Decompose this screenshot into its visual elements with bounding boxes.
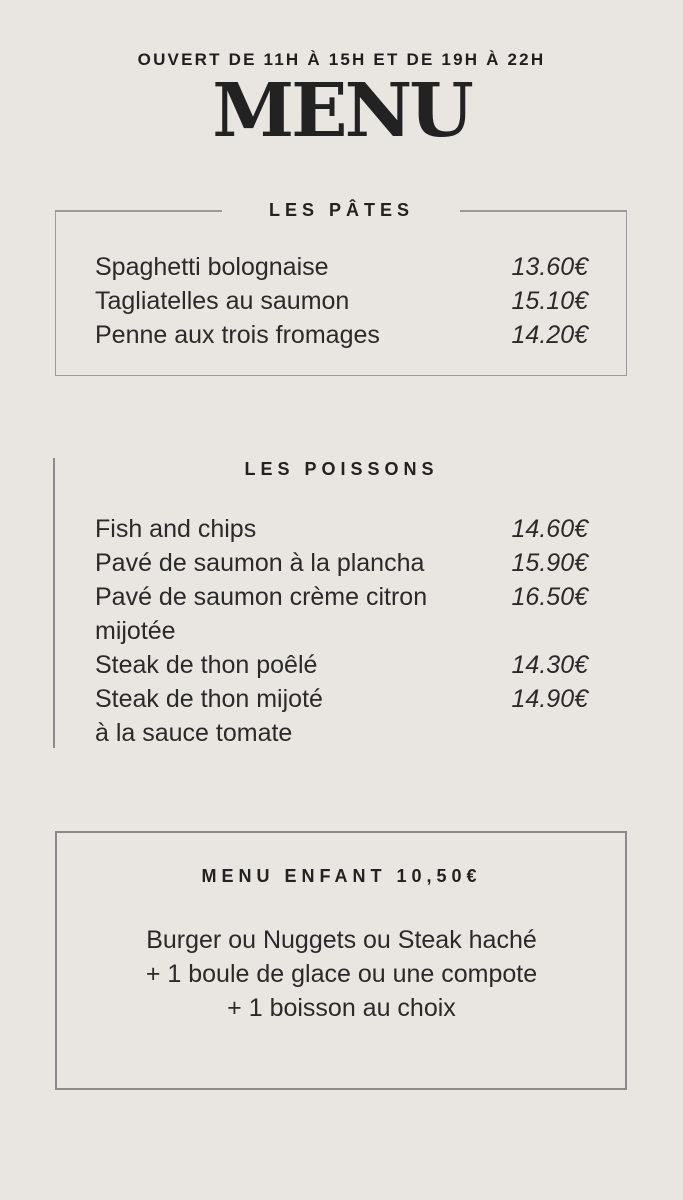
pates-heading: LES PÂTES [268,200,415,220]
poissons-side-rule [53,458,55,748]
menu-item-name: Tagliatelles au saumon [95,287,350,315]
menu-item-name: Pavé de saumon crème citron [95,583,428,611]
menu-item-name: Penne aux trois fromages [95,321,380,349]
poissons-heading: LES POISSONS [244,459,439,479]
enfant-heading: MENU ENFANT 10,50€ [201,866,482,886]
opening-hours: OUVERT DE 11H À 15H ET DE 19H À 22H [137,50,546,69]
menu-item-price: 16.50€ [511,583,588,611]
menu-item-name: Spaghetti bolognaise [95,253,329,281]
menu-item-name-continued: à la sauce tomate [95,719,293,747]
menu-item-price: 15.10€ [511,287,588,315]
menu-item-price: 13.60€ [511,253,588,281]
menu-item-price: 14.30€ [511,651,588,679]
menu-item-price: 15.90€ [511,549,588,577]
enfant-line: + 1 boule de glace ou une compote [145,960,538,988]
menu-item-price: 14.60€ [511,515,588,543]
enfant-line: Burger ou Nuggets ou Steak haché [146,926,537,954]
menu-item-name: Steak de thon mijoté [95,685,323,713]
enfant-line: + 1 boisson au choix [227,994,456,1022]
menu-item-price: 14.90€ [511,685,588,713]
menu-item-price: 14.20€ [511,321,588,349]
menu-item-name: Fish and chips [95,515,257,543]
menu-item-name-continued: mijotée [95,617,176,645]
menu-item-name: Steak de thon poêlé [95,651,318,679]
menu-item-name: Pavé de saumon à la plancha [95,549,425,577]
menu-title: MENU [212,68,471,154]
